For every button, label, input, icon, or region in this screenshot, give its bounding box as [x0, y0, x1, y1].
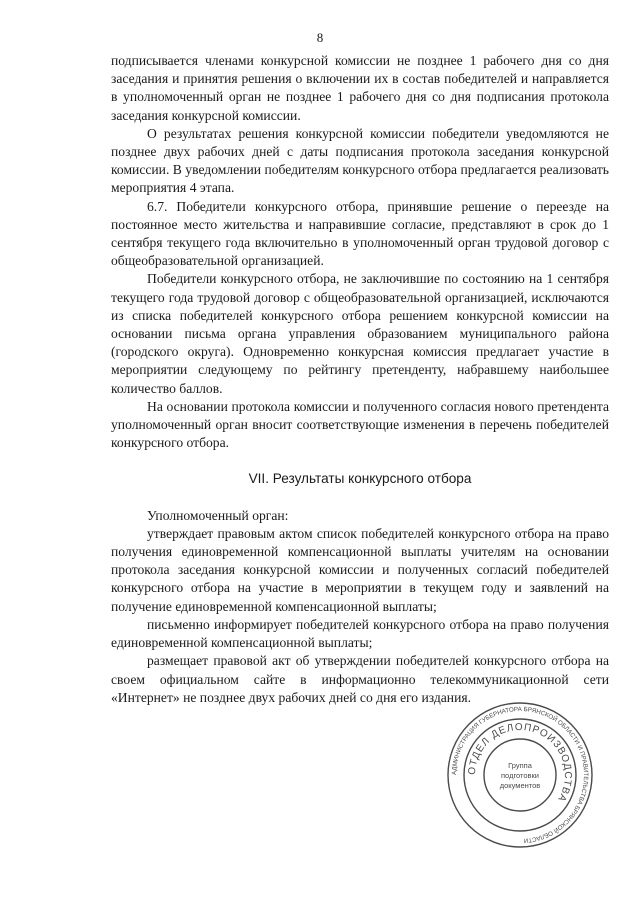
stamp-center-line: документов	[499, 781, 541, 790]
document-body	[111, 52, 609, 707]
official-stamp	[445, 700, 595, 850]
top-paragraphs	[111, 52, 609, 452]
stamp-outer-text: АДМИНИСТРАЦИЯ ГУБЕРНАТОРА БРЯНСКОЙ ОБЛАСТИ И ПРАВИТЕЛЬСТВА БРЯНСКОЙ ОБЛАСТИ	[450, 705, 590, 844]
section-heading: VII. Результаты конкурсного отбора	[248, 471, 472, 487]
bottom-paragraphs	[111, 507, 609, 707]
paragraph: Победители конкурсного отбора, не заключившие по состоянию на 1 сентября текущего года трудовой договор с общеобразовательной организацией, исключаются из списка победителей конкурсного отбора решением конкурсной комиссии на основании письма органа управления образованием муниципального района (городского округа). Одновременно конкурсная комиссия предлагает участие в мероприятии следующему по рейтингу претенденту, набравшему наибольшее количество баллов.	[111, 271, 609, 396]
paragraph: 6.7. Победители конкурсного отбора, принявшие решение о переезде на постоянное место жительства и направившие согласие, представляют в срок до 1 сентября текущего года включительно в уполномоченный орган трудовой договор с общеобразовательной организацией.	[111, 198, 609, 269]
stamp-center-line: Группа	[508, 761, 532, 770]
paragraph: Уполномоченный орган:	[147, 507, 289, 523]
paragraph: На основании протокола комиссии и полученного согласия нового претендента уполномоченный орган вносит соответствующие изменения в перечень победителей конкурсного отбора.	[111, 398, 609, 451]
paragraph: О результатах решения конкурсной комиссии победители уведомляются не позднее двух рабочих дней с даты подписания протокола заседания конкурсной комиссии. В уведомлении победителям конкурсного отбора предлагается реализовать мероприятия 4 этапа.	[111, 125, 609, 196]
stamp-seal-icon	[445, 700, 595, 850]
paragraph: размещает правовой акт об утверждении победителей конкурсного отбора на своем официальном сайте в информационно телекоммуникационной сети «Интернет» не позднее двух рабочих дней со дня его издания.	[111, 653, 609, 705]
page-number: 8	[316, 30, 324, 45]
paragraph: утверждает правовым актом список победителей конкурсного отбора на право получения единовременной компенсационной выплаты учителям на основании протокола заседания конкурсной комиссии и полученных согласий победителей конкурсного отбора на участие в мероприятии в текущем году и заявлений на получение единовременной компенсационной выплаты;	[111, 525, 609, 614]
stamp-inner-text: ОТДЕЛ ДЕЛОПРОИЗВОДСТВА	[466, 721, 574, 804]
stamp-center-line: подготовки	[501, 771, 539, 780]
paragraph: письменно информирует победителей конкурсного отбора на право получения единовременной компенсационной выплаты;	[111, 616, 609, 651]
paragraph: подписывается членами конкурсной комиссии не позднее 1 рабочего дня со дня заседания и принятия решения о включении их в состав победителей и направляется в уполномоченный орган не позднее 1 рабочего дня со дня подписания протокола заседания конкурсной комиссии.	[111, 53, 609, 123]
